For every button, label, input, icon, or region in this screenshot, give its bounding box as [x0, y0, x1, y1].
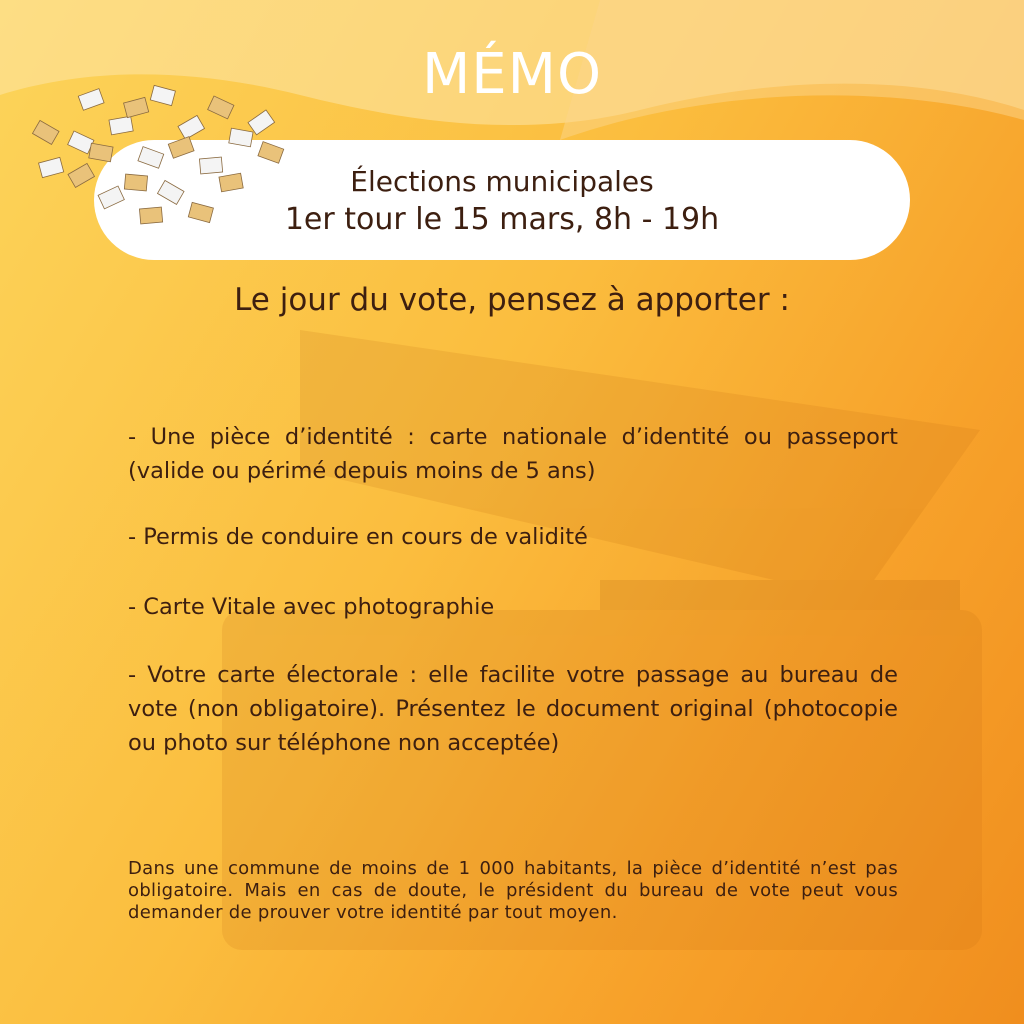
list-item-license: - Permis de conduire en cours de validité [128, 524, 588, 550]
election-title: Élections municipales [350, 165, 654, 198]
envelopes-illustration [30, 80, 300, 230]
list-item-voter-card: - Votre carte électorale : elle facilite votre passage au bureau de vote (non obligatoire). Présentez le document original (photocopie ou photo sur téléphone non acceptée) [128, 662, 898, 756]
election-date: 1er tour le 15 mars, 8h - 19h [284, 202, 720, 237]
list-item-identity: - Une pièce d’identité : carte nationale d’identité ou passeport (valide ou périmé depuis moins de 5 ans) [128, 424, 898, 484]
memo-title: MÉMO [421, 42, 603, 107]
list-item-vitale: - Carte Vitale avec photographie [128, 594, 495, 620]
checklist-heading: Le jour du vote, pensez à apporter : [234, 282, 790, 318]
footnote: Dans une commune de moins de 1 000 habitants, la pièce d’identité n’est pas obligatoire. Mais en cas de doute, le président du bureau de vote peut vous demander de prouver votre identité par tout moyen. [128, 858, 898, 923]
